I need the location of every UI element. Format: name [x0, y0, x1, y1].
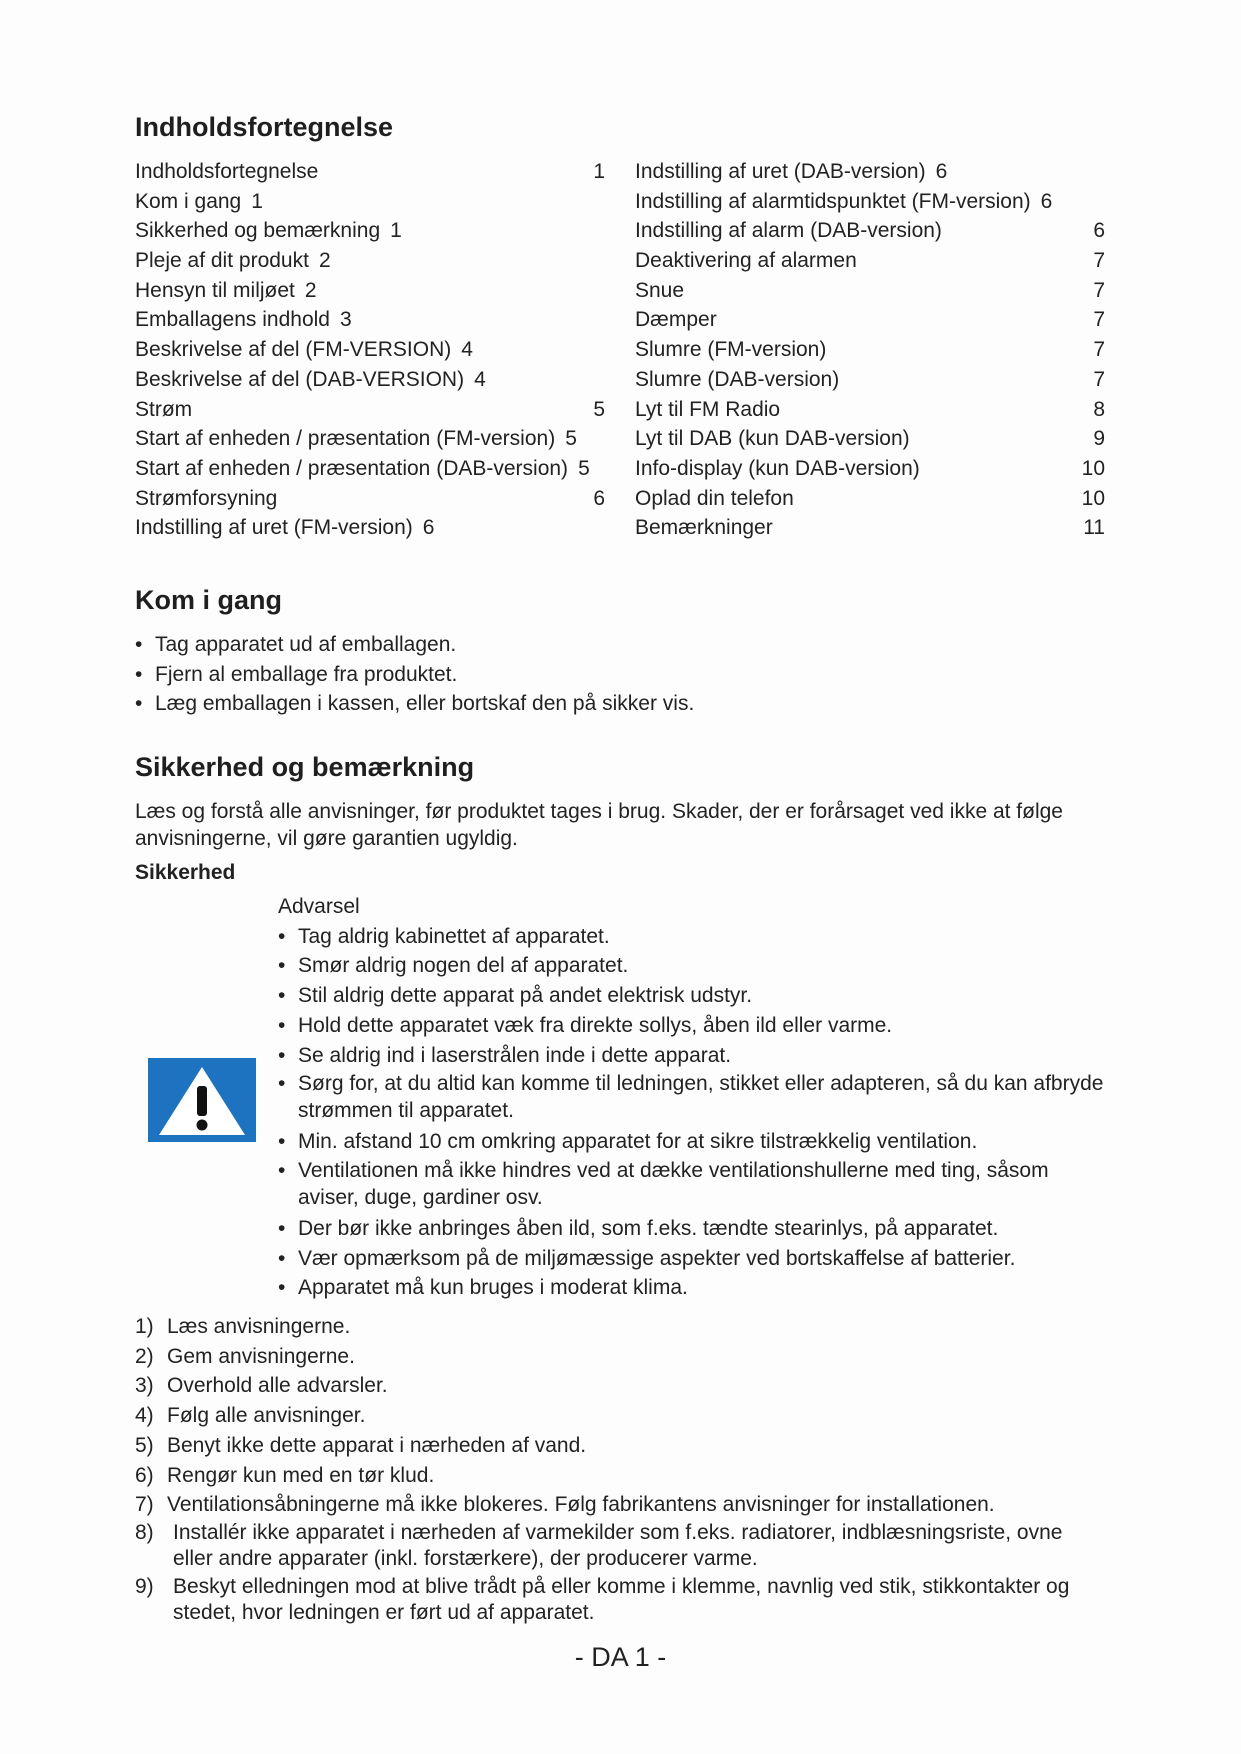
toc-entry	[135, 216, 605, 246]
toc-entry	[635, 187, 1105, 217]
toc-entry	[135, 365, 605, 395]
toc-entry-page: 7	[1093, 367, 1105, 391]
numbered-item: 5) Benyt ikke dette apparat i nærheden af vand.	[135, 1433, 587, 1457]
sikkerhed-heading: Sikkerhed og bemærkning	[135, 752, 475, 782]
numbered-instructions	[135, 1312, 1105, 1628]
toc-entry-title: Beskrivelse af del (DAB-VERSION)	[135, 367, 465, 391]
toc-entry	[635, 513, 1105, 543]
warning-triangle-icon	[148, 1058, 256, 1142]
list-item: • Sørg for, at du altid kan komme til ledningen, stikket eller adapteren, så du kan afbryde strømmen til apparatet.	[278, 1070, 1105, 1127]
numbered-item: 2) Gem anvisningerne.	[135, 1344, 355, 1368]
list-item: • Ventilationen må ikke hindres ved at dække ventilationshullerne med ting, såsom aviser, duge, gardiner osv.	[278, 1157, 1105, 1214]
toc-entry-title: Lyt til DAB (kun DAB-version)	[635, 427, 910, 451]
toc-entry-title: Info-display (kun DAB-version)	[635, 456, 920, 480]
toc-entry-title: Start af enheden / præsentation (FM-version)	[135, 427, 556, 451]
toc-entry	[635, 395, 1105, 425]
toc-entry	[635, 305, 1105, 335]
toc-entry-page: 5	[565, 427, 577, 451]
kom-i-gang-list	[135, 630, 694, 719]
toc-entry-page: 6	[1040, 189, 1053, 213]
warning-block	[278, 892, 1105, 1303]
numbered-item: 1) Læs anvisningerne.	[135, 1315, 351, 1338]
toc-entry-page: 6	[1093, 219, 1105, 243]
toc-entry-title: Deaktivering af alarmen	[635, 249, 857, 273]
toc-entry-title: Indholdsfortegnelse	[135, 160, 319, 183]
numbered-item: 7) Ventilationsåbningerne må ikke blokeres. Følg fabrikantens anvisninger for installationen.	[135, 1493, 995, 1517]
toc-entry	[135, 157, 605, 187]
toc-entry	[635, 157, 1105, 187]
toc-entry-page: 7	[1093, 338, 1105, 362]
toc-entry-page: 10	[1081, 486, 1105, 510]
list-item: • Der bør ikke anbringes åben ild, som f.eks. tændte stearinlys, på apparatet.	[278, 1214, 1105, 1244]
toc-column-left	[135, 157, 605, 543]
kom-i-gang-heading: Kom i gang	[135, 585, 282, 615]
toc-entry-page: 11	[1083, 516, 1105, 540]
toc-entry-page: 5	[593, 397, 605, 421]
toc-entry-page: 3	[339, 308, 352, 332]
toc-entry-page: 1	[251, 189, 263, 213]
toc-entry-page: 4	[461, 338, 473, 362]
list-item: • Læg emballagen i kassen, eller bortskaf den på sikker vis.	[135, 689, 694, 719]
list-item: • Apparatet må kun bruges i moderat klima.	[278, 1273, 1105, 1303]
toc-entry-title: Emballagens indhold	[135, 308, 330, 332]
sikkerhed-intro: Læs og forstå alle anvisninger, før produktet tages i brug. Skader, der er forårsaget ved ikke at følge anvisningerne, vil gøre garantien ugyldig.	[135, 800, 1063, 850]
toc-entry-title: Snue	[635, 278, 685, 302]
toc-entry-title: Indstilling af alarmtidspunktet (FM-version)	[635, 189, 1031, 213]
toc-entry-title: Indstilling af alarm (DAB-version)	[635, 219, 942, 243]
list-item: • Fjern al emballage fra produktet.	[135, 660, 694, 690]
toc-entry-title: Pleje af dit produkt	[135, 249, 309, 273]
toc-entry-title: Strøm	[135, 397, 193, 421]
toc-entry-title: Strømforsyning	[135, 486, 278, 510]
toc-entry	[635, 246, 1105, 276]
toc-entry	[635, 365, 1105, 395]
toc-entry-page: 4	[474, 367, 486, 391]
toc-entry-title: Start af enheden / præsentation (DAB-version)	[135, 456, 569, 480]
toc-entry	[635, 335, 1105, 365]
list-item: • Tag aldrig kabinettet af apparatet.	[278, 922, 1105, 952]
numbered-item: 3) Overhold alle advarsler.	[135, 1374, 388, 1398]
toc-entry	[135, 484, 605, 514]
list-item: • Se aldrig ind i laserstrålen inde i dette apparat.	[278, 1041, 1105, 1071]
toc-entry	[135, 335, 605, 365]
toc-entry	[135, 276, 605, 306]
toc-entry-page: 6	[422, 516, 435, 540]
toc-entry-title: Indstilling af uret (DAB-version)	[635, 160, 926, 183]
toc-entry-title: Bemærkninger	[635, 516, 773, 540]
toc-entry	[135, 395, 605, 425]
warning-head: Advarsel	[278, 895, 360, 918]
toc-entry-title: Slumre (FM-version)	[635, 338, 827, 362]
toc-entry	[135, 424, 605, 454]
toc-entry	[135, 454, 605, 484]
toc-entry-page: 7	[1093, 249, 1105, 273]
toc-entry-title: Oplad din telefon	[635, 486, 794, 510]
toc-entry	[635, 276, 1105, 306]
toc-entry	[635, 454, 1105, 484]
toc-entry	[635, 484, 1105, 514]
toc-entry-page: 9	[1093, 427, 1105, 451]
toc-entry-page: 8	[1093, 397, 1105, 421]
numbered-item: 6) Rengør kun med en tør klud.	[135, 1463, 435, 1487]
toc-entry-title: Hensyn til miljøet	[135, 278, 295, 302]
toc-entry-title: Indstilling af uret (FM-version)	[135, 516, 413, 540]
toc-entry	[635, 216, 1105, 246]
toc-column-right	[635, 157, 1105, 543]
sikkerhed-subheading: Sikkerhed	[135, 861, 236, 884]
toc-entry	[135, 513, 605, 543]
toc-entry-page: 2	[304, 278, 317, 302]
toc-entry-page: 6	[935, 160, 948, 183]
toc-entry-title: Slumre (DAB-version)	[635, 367, 840, 391]
numbered-item: 8) Installér ikke apparatet i nærheden af varmekilder som f.eks. radiatorer, indblæsningsriste, ovne eller andre apparater (inkl. forstærkere), der producerer varme.	[135, 1520, 1063, 1570]
toc-entry-page: 1	[390, 219, 402, 243]
list-item: • Stil aldrig dette apparat på andet elektrisk udstyr.	[278, 981, 1105, 1011]
list-item: • Hold dette apparatet væk fra direkte sollys, åben ild eller varme.	[278, 1011, 1105, 1041]
toc-entry	[135, 305, 605, 335]
toc-entry	[135, 246, 605, 276]
list-item: • Vær opmærksom på de miljømæssige aspekter ved bortskaffelse af batterier.	[278, 1244, 1105, 1274]
toc-entry-title: Sikkerhed og bemærkning	[135, 219, 381, 243]
toc-entry-page: 6	[593, 486, 605, 510]
toc-entry-title: Lyt til FM Radio	[635, 397, 781, 421]
toc-entry-title: Kom i gang	[135, 189, 242, 213]
list-item: • Tag apparatet ud af emballagen.	[135, 630, 694, 660]
toc-entry	[635, 424, 1105, 454]
list-item: • Smør aldrig nogen del af apparatet.	[278, 951, 1105, 981]
toc-entry-page: 7	[1093, 308, 1105, 332]
page-number: - DA 1 -	[574, 1642, 667, 1672]
toc-entry-title: Beskrivelse af del (FM-VERSION)	[135, 338, 452, 362]
toc-entry-page: 10	[1081, 456, 1105, 480]
list-item: • Min. afstand 10 cm omkring apparatet for at sikre tilstrækkelig ventilation.	[278, 1127, 1105, 1157]
toc-entry-title: Dæmper	[635, 308, 717, 332]
toc-entry	[135, 187, 605, 217]
toc-entry-page: 1	[593, 160, 605, 183]
toc-heading: Indholdsfortegnelse	[135, 112, 394, 142]
toc-entry-page: 5	[578, 456, 590, 480]
toc-entry-page: 7	[1093, 278, 1105, 302]
numbered-item: 9) Beskyt elledningen mod at blive trådt på eller komme i klemme, navnlig ved stik, stikkontakter og stedet, hvor ledningen er ført ud af apparatet.	[135, 1574, 1070, 1624]
numbered-item: 4) Følg alle anvisninger.	[135, 1404, 366, 1428]
toc-entry-page: 2	[318, 249, 331, 273]
